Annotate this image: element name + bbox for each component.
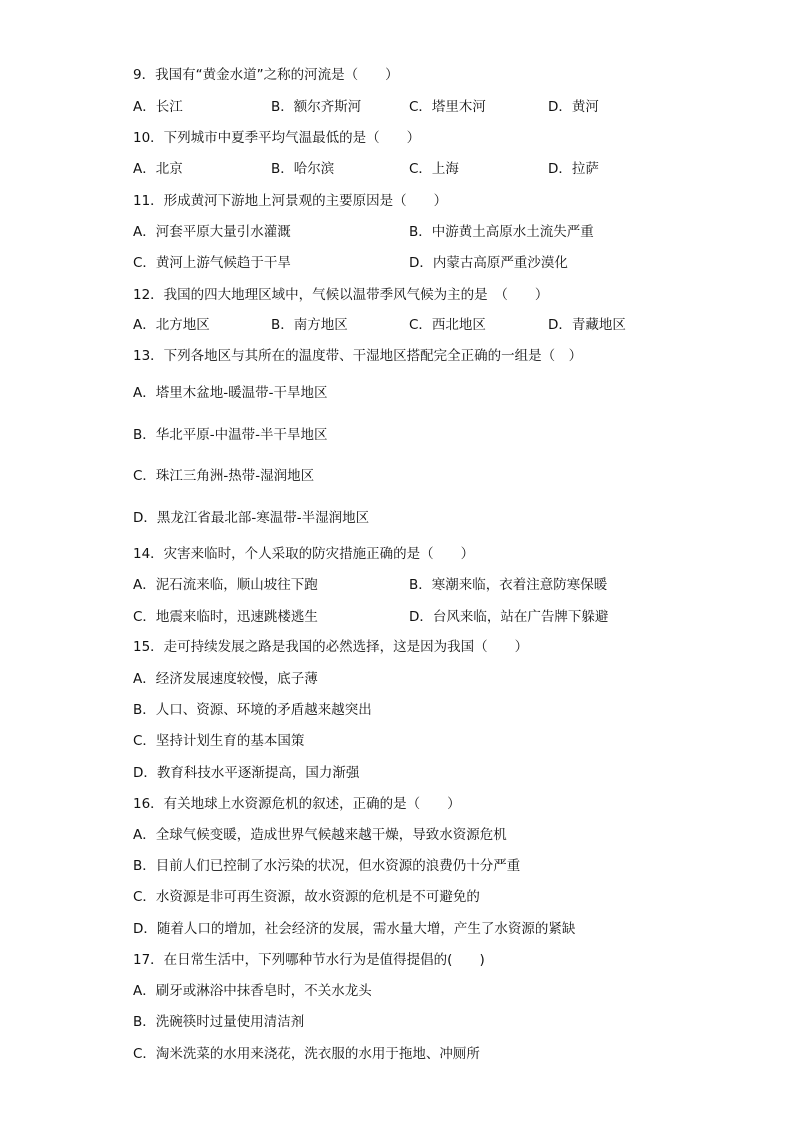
question-9-option-d: D．黄河	[548, 99, 599, 115]
question-11-option-b: B．中游黄土高原水土流失严重	[409, 224, 594, 240]
question-15-stem: 15．走可持续发展之路是我国的必然选择，这是因为我国（ ）	[133, 639, 529, 655]
question-16-option-d: D．随着人口的增加，社会经济的发展，需水量大增，产生了水资源的紧缺	[133, 921, 576, 937]
question-12-option-a: A．北方地区	[133, 317, 210, 333]
question-10-stem: 10．下列城市中夏季平均气温最低的是（ ）	[133, 130, 421, 146]
question-14-stem: 14．灾害来临时，个人采取的防灾措施正确的是（ ）	[133, 546, 475, 562]
question-17-stem: 17．在日常生活中，下列哪种节水行为是值得提倡的( )	[133, 952, 485, 968]
question-16-option-b: B．目前人们已控制了水污染的状况，但水资源的浪费仍十分严重	[133, 858, 521, 874]
question-13-option-a: A．塔里木盆地-暖温带-干旱地区	[133, 385, 328, 401]
question-16-option-a: A．全球气候变暖，造成世界气候越来越干燥，导致水资源危机	[133, 827, 507, 843]
question-15-option-b: B．人口、资源、环境的矛盾越来越突出	[133, 702, 372, 718]
question-12-stem: 12．我国的四大地理区域中，气候以温带季风气候为主的是 （ ）	[133, 287, 549, 303]
question-10-option-a: A．北京	[133, 161, 183, 177]
question-15-option-c: C．坚持计划生育的基本国策	[133, 733, 305, 749]
question-14-option-a: A．泥石流来临，顺山坡往下跑	[133, 577, 318, 593]
question-9-option-c: C．塔里木河	[409, 99, 486, 115]
question-12-option-d: D．青藏地区	[548, 317, 626, 333]
question-14-option-b: B．寒潮来临，衣着注意防寒保暖	[409, 577, 608, 593]
question-17-option-c: C．淘米洗菜的水用来浇花，洗衣服的水用于拖地、冲厕所	[133, 1046, 480, 1062]
question-13-option-c: C．珠江三角洲-热带-湿润地区	[133, 468, 315, 484]
question-11-stem: 11．形成黄河下游地上河景观的主要原因是（ ）	[133, 193, 448, 209]
question-14-option-d: D．台风来临，站在广告牌下躲避	[409, 609, 609, 625]
question-17-option-b: B．洗碗筷时过量使用清洁剂	[133, 1014, 305, 1030]
question-13-option-b: B．华北平原-中温带-半干旱地区	[133, 427, 328, 443]
question-9-stem: 9．我国有“黄金水道”之称的河流是（ ）	[133, 67, 399, 83]
question-15-option-d: D．教育科技水平逐渐提高，国力渐强	[133, 765, 360, 781]
question-10-option-c: C．上海	[409, 161, 459, 177]
question-12-option-b: B．南方地区	[271, 317, 348, 333]
question-11-option-a: A．河套平原大量引水灌溉	[133, 224, 291, 240]
question-11-option-d: D．内蒙古高原严重沙漠化	[409, 255, 568, 271]
question-13-stem: 13．下列各地区与其所在的温度带、干湿地区搭配完全正确的一组是（ ）	[133, 348, 583, 364]
question-9-option-a: A．长江	[133, 99, 183, 115]
question-10-option-b: B．哈尔滨	[271, 161, 335, 177]
question-17-option-a: A．刷牙或淋浴中抹香皂时，不关水龙头	[133, 983, 372, 999]
question-10-option-d: D．拉萨	[548, 161, 599, 177]
question-12-option-c: C．西北地区	[409, 317, 486, 333]
question-13-option-d: D．黑龙江省最北部-寒温带-半湿润地区	[133, 510, 370, 526]
question-11-option-c: C．黄河上游气候趋于干旱	[133, 255, 291, 271]
question-16-option-c: C．水资源是非可再生资源，故水资源的危机是不可避免的	[133, 889, 480, 905]
question-14-option-c: C．地震来临时，迅速跳楼逃生	[133, 609, 318, 625]
question-15-option-a: A．经济发展速度较慢，底子薄	[133, 671, 318, 687]
question-16-stem: 16．有关地球上水资源危机的叙述，正确的是（ ）	[133, 796, 461, 812]
question-9-option-b: B．额尔齐斯河	[271, 99, 362, 115]
